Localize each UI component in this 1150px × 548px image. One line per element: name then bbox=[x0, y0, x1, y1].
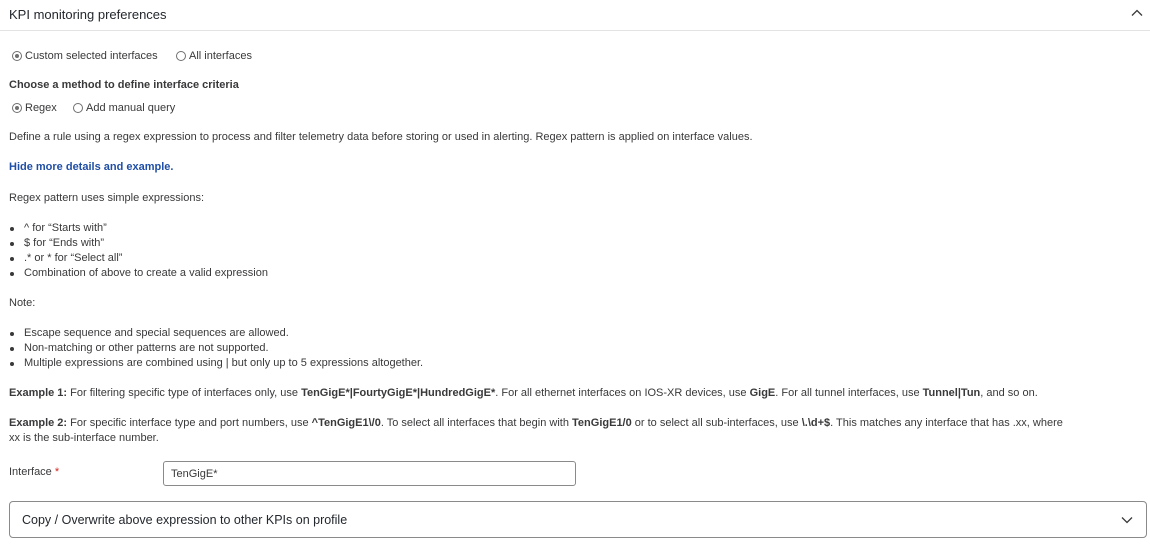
note-list bbox=[9, 326, 423, 371]
example-text: For specific interface type and port numbers, use bbox=[67, 417, 312, 429]
kpi-preferences-header[interactable] bbox=[0, 0, 1150, 31]
radio-button-checked[interactable] bbox=[12, 103, 22, 113]
chevron-down-icon[interactable] bbox=[1120, 513, 1134, 527]
radio-button-unchecked[interactable] bbox=[73, 103, 83, 113]
example-text: , and so on. bbox=[980, 387, 1038, 399]
interface-field-label bbox=[9, 466, 59, 478]
example-1 bbox=[9, 386, 1038, 401]
example-2-continued: xx is the sub-interface number. bbox=[9, 432, 159, 444]
radio-button-checked[interactable] bbox=[12, 51, 22, 61]
field-label: Interface bbox=[9, 466, 52, 478]
example-label: Example 1: bbox=[9, 387, 68, 399]
example-text: . For all ethernet interfaces on IOS-XR devices, use bbox=[495, 387, 750, 399]
interface-input[interactable] bbox=[163, 461, 576, 486]
radio-label: All interfaces bbox=[189, 50, 252, 62]
radio-label: Custom selected interfaces bbox=[25, 50, 158, 62]
list-item: Combination of above to create a valid expression bbox=[9, 266, 268, 281]
required-marker: * bbox=[54, 466, 60, 478]
radio-label: Regex bbox=[25, 102, 57, 114]
list-item: ^ for “Starts with” bbox=[9, 221, 268, 236]
copy-expression-accordion[interactable] bbox=[9, 501, 1147, 538]
radio-custom-interfaces[interactable] bbox=[12, 50, 158, 62]
list-item: Non-matching or other patterns are not supported. bbox=[9, 341, 423, 356]
chevron-up-icon[interactable] bbox=[1130, 6, 1144, 20]
note-label: Note: bbox=[9, 297, 36, 309]
hide-details-link[interactable]: Hide more details and example. bbox=[9, 161, 174, 173]
accordion-label: Copy / Overwrite above expression to other KPIs on profile bbox=[22, 513, 348, 527]
radio-label: Add manual query bbox=[86, 102, 176, 114]
example-text: or to select all sub-interfaces, use bbox=[631, 417, 802, 429]
list-item: .* or * for “Select all” bbox=[9, 251, 268, 266]
example-2 bbox=[9, 416, 1063, 431]
list-item: Multiple expressions are combined using | but only up to 5 expressions altogether. bbox=[9, 356, 423, 371]
example-label: Example 2: bbox=[9, 417, 68, 429]
method-heading: Choose a method to define interface criteria bbox=[9, 79, 239, 91]
section-title: KPI monitoring preferences bbox=[9, 7, 167, 22]
example-code: Tunnel|Tun bbox=[922, 387, 981, 399]
example-code: TenGigE*|FourtyGigE*|HundredGigE* bbox=[301, 387, 496, 399]
radio-regex[interactable] bbox=[12, 102, 57, 114]
example-text: For filtering specific type of interfaces only, use bbox=[67, 387, 302, 399]
example-text: . To select all interfaces that begin with bbox=[380, 417, 573, 429]
example-code: \.\d+$ bbox=[801, 417, 831, 429]
list-item: Escape sequence and special sequences are allowed. bbox=[9, 326, 423, 341]
example-text: . This matches any interface that has .xx, where bbox=[830, 417, 1063, 429]
example-text: . For all tunnel interfaces, use bbox=[775, 387, 923, 399]
example-code: TenGigE1/0 bbox=[572, 417, 632, 429]
pattern-intro: Regex pattern uses simple expressions: bbox=[9, 192, 205, 204]
pattern-list bbox=[9, 221, 268, 281]
radio-button-unchecked[interactable] bbox=[176, 51, 186, 61]
regex-description: Define a rule using a regex expression to process and filter telemetry data before storing or used in alerting. Regex pattern is applied on interface values. bbox=[9, 131, 753, 143]
example-code: ^TenGigE1\/0 bbox=[311, 417, 381, 429]
radio-manual-query[interactable] bbox=[73, 102, 175, 114]
list-item: $ for “Ends with” bbox=[9, 236, 268, 251]
radio-all-interfaces[interactable] bbox=[176, 50, 252, 62]
example-code: GigE bbox=[749, 387, 776, 399]
